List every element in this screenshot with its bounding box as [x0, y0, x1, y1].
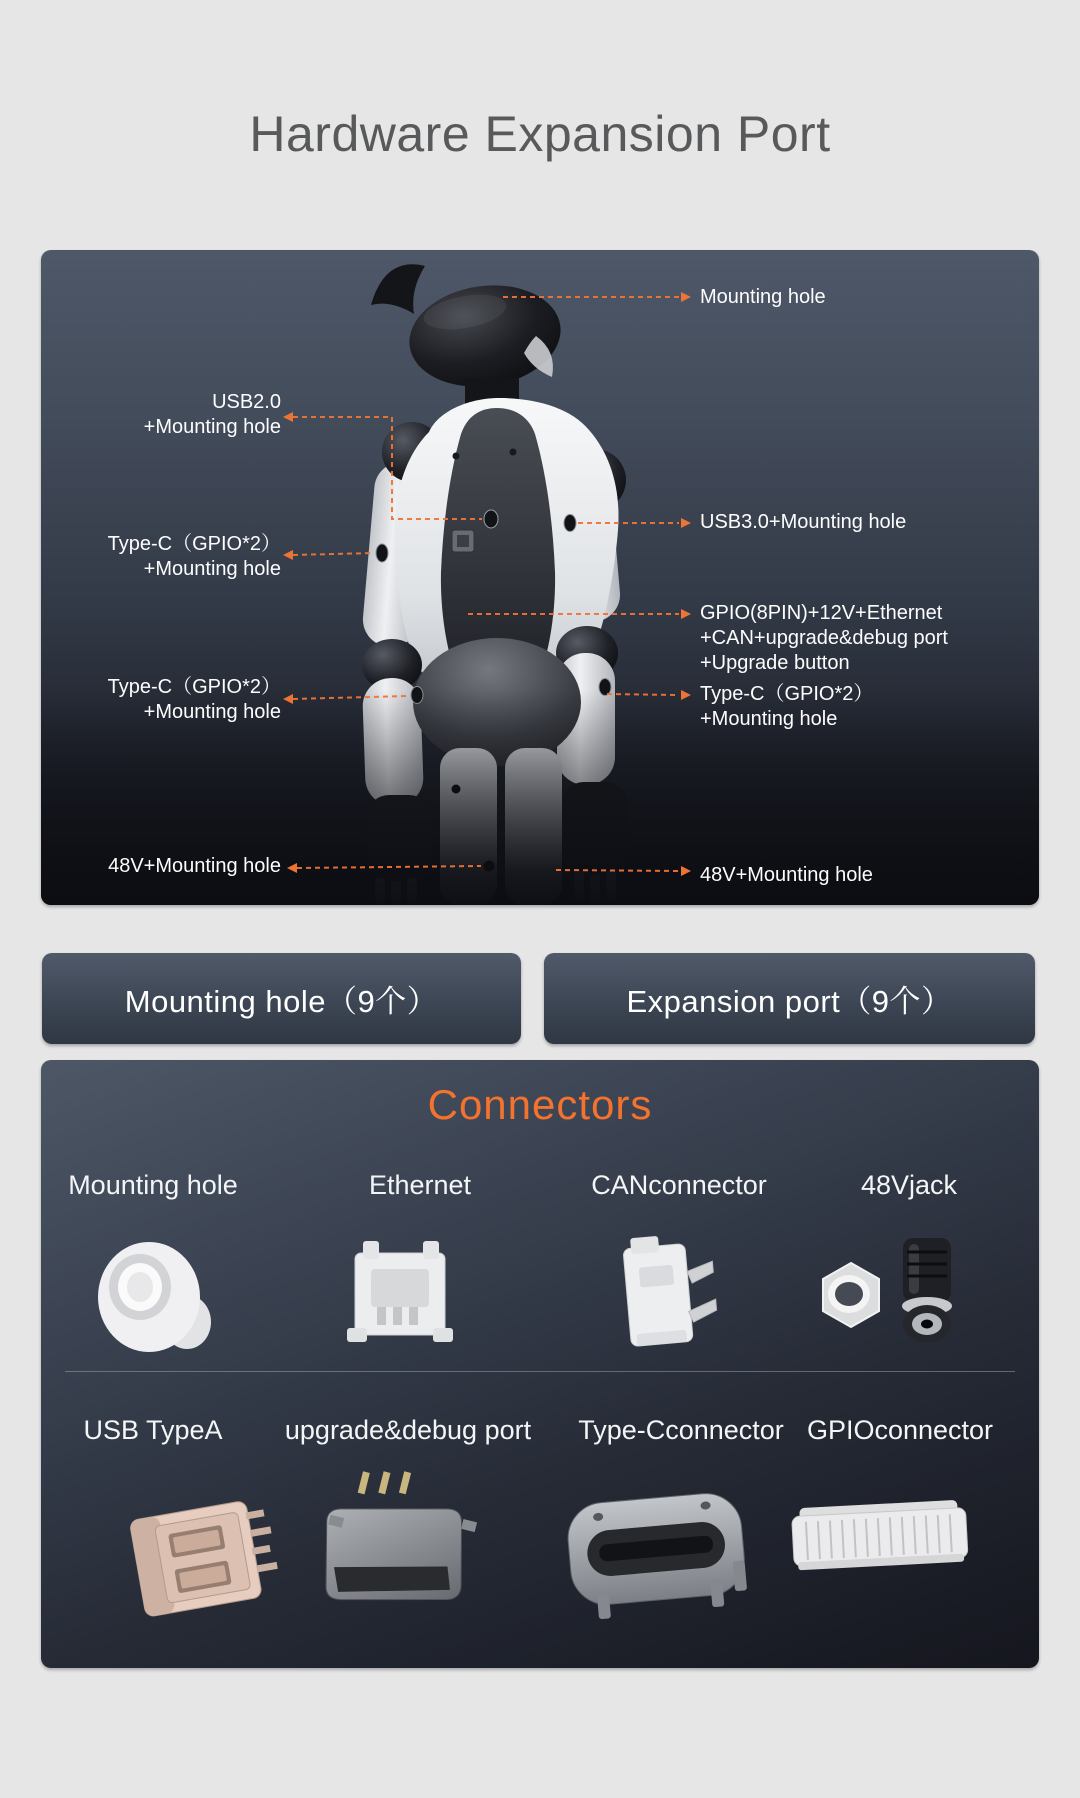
callout-line: USB2.0: [212, 391, 281, 413]
callout-line: +Mounting hole: [143, 416, 281, 438]
connector-photos: [41, 1060, 1039, 1668]
banner-label: Expansion port（9个）: [626, 984, 953, 1019]
connector-label-usb-a: USB TypeA: [83, 1415, 223, 1445]
callout-line: USB3.0+Mounting hole: [700, 511, 907, 533]
callout-line: Mounting hole: [700, 286, 826, 308]
mounting-hole-grommet-icon: [98, 1242, 211, 1352]
callout-line: 48V+Mounting hole: [700, 864, 873, 886]
type-c-forearm-port: [411, 687, 423, 704]
page-title: Hardware Expansion Port: [249, 106, 831, 162]
48v-belly-hole: [452, 785, 461, 794]
expansion-port-banner: [544, 953, 1035, 1044]
callout-gpio-expansion: [700, 601, 948, 676]
chest-screw-port: [510, 449, 517, 456]
callout-line: +CAN+upgrade&debug port: [700, 627, 948, 649]
callout-usb2: [144, 390, 281, 440]
type-c-icon: [565, 1491, 748, 1622]
callout-type-c-upper-left: [108, 532, 281, 582]
connectors-panel: [41, 1060, 1039, 1668]
micro-usb-icon: [309, 1456, 486, 1628]
robot-body: [41, 264, 1039, 905]
gpio-connector-icon: [791, 1499, 968, 1570]
callout-line: Type-C（GPIO*2）: [107, 533, 281, 555]
connector-label-can: CANconnector: [591, 1170, 767, 1200]
connectors-title: Connectors: [427, 1081, 653, 1128]
callout-line: Type-C（GPIO*2）: [700, 683, 874, 705]
callout-line: +Mounting hole: [143, 558, 281, 580]
type-c-right-forearm-port: [599, 679, 611, 696]
callout-type-c-lower-left: [108, 675, 281, 725]
connector-label-mounting-hole: Mounting hole: [68, 1170, 238, 1200]
ethernet-connector-icon: [347, 1241, 453, 1342]
callout-line: +Mounting hole: [143, 701, 281, 723]
chest-screw-port: [453, 453, 460, 460]
callout-line: +Upgrade button: [700, 652, 850, 674]
connector-label-type-c: Type-Cconnector: [578, 1415, 784, 1445]
usb-type-a-icon: [129, 1497, 282, 1617]
connector-label-48v-jack: 48Vjack: [860, 1170, 958, 1200]
callout-usb3: [700, 510, 906, 535]
robot-diagram-panel: [41, 250, 1039, 905]
type-c-upper-arm-port: [376, 544, 388, 562]
callout-line: 48V+Mounting hole: [108, 855, 281, 877]
48v-jack-icon: [823, 1238, 952, 1343]
callout-line: GPIO(8PIN)+12V+Ethernet: [700, 602, 943, 624]
connector-label-upgrade-debug: upgrade&debug port: [284, 1415, 532, 1445]
arrow-type-c-upper-left: [293, 553, 374, 555]
mounting-hole-banner: [42, 953, 521, 1044]
callout-line: Type-C（GPIO*2）: [107, 676, 281, 698]
robot-head-fin: [371, 264, 425, 314]
callout-mounting-hole-head: [700, 285, 826, 310]
callout-48v-right: [700, 863, 873, 888]
48v-thigh-hole: [484, 861, 495, 872]
connector-label-ethernet: Ethernet: [368, 1170, 472, 1200]
usb2-port: [484, 510, 498, 528]
callout-48v-left: [108, 854, 281, 879]
callout-type-c-right: [700, 682, 873, 732]
usb3-shoulder-port: [564, 515, 576, 532]
callout-line: +Mounting hole: [700, 708, 838, 730]
connector-label-gpio: GPIOconnector: [806, 1415, 994, 1445]
can-connector-icon: [622, 1231, 719, 1346]
banner-label: Mounting hole（9个）: [124, 984, 439, 1019]
